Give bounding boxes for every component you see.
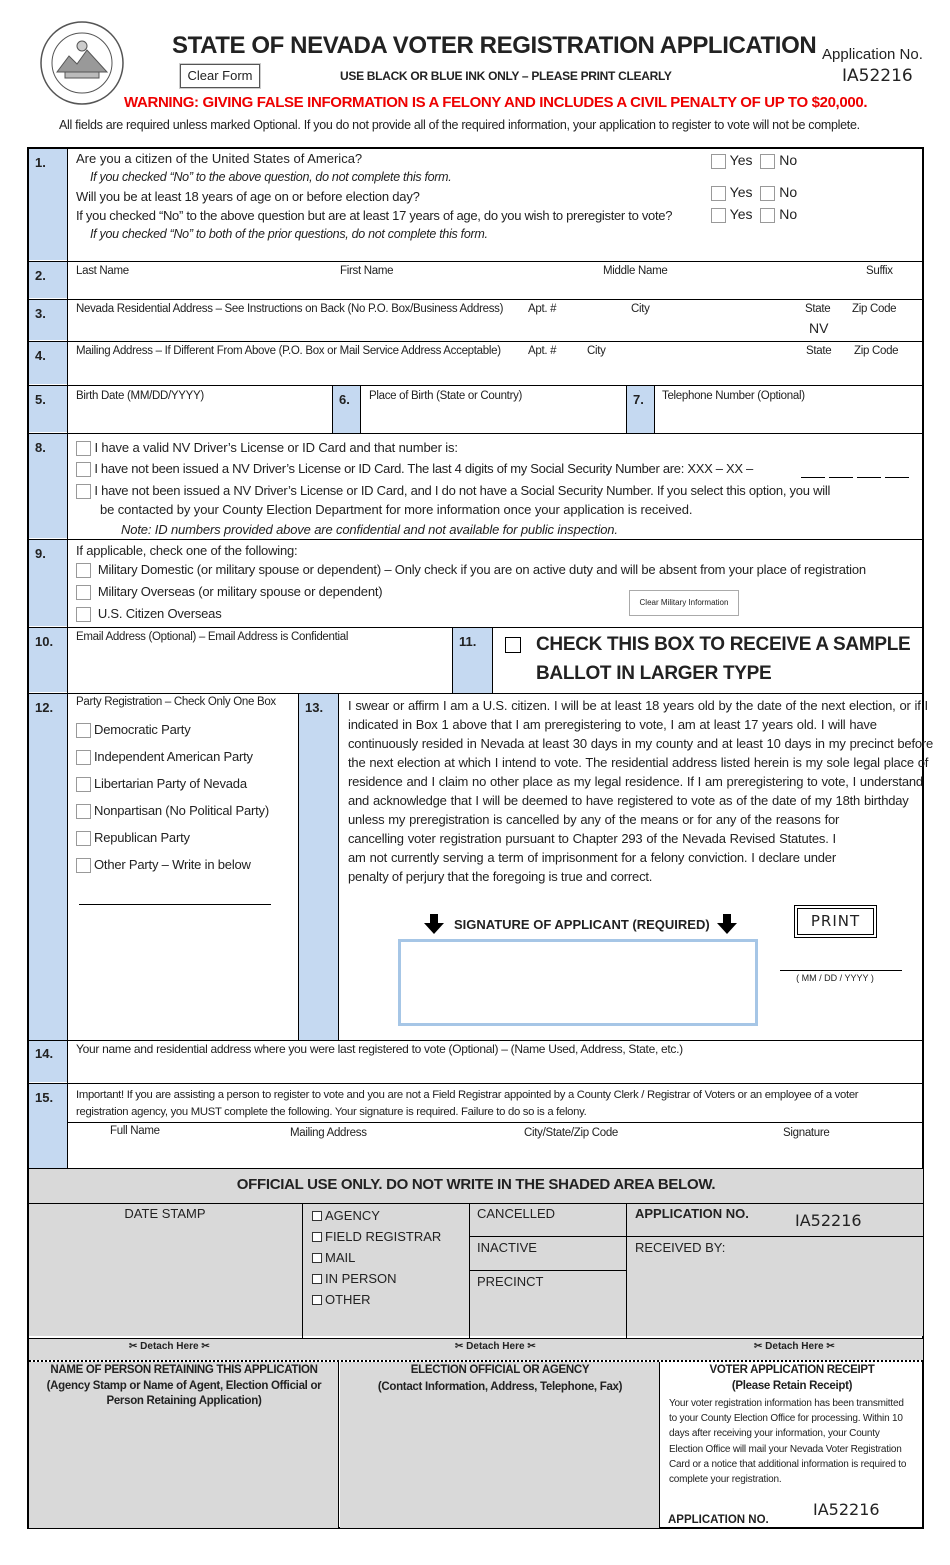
clear-form-button[interactable]: Clear Form (180, 64, 260, 88)
receipt-app-no-value: IA52216 (813, 1500, 880, 1519)
retaining-sub-1: (Agency Stamp or Name of Agent, Election Official or (46, 1380, 322, 1392)
party-option (76, 776, 247, 792)
assistant-mailing-label: Mailing Address (290, 1127, 367, 1139)
date-stamp-label: DATE STAMP (124, 1206, 206, 1221)
section-2-number: 2. (29, 262, 67, 298)
party-checkbox[interactable] (76, 858, 91, 873)
both-no-note: If you checked “No” to both of the prior questions, do not complete this form. (90, 227, 488, 241)
receipt-line: Card or a notice that additional information is required to (669, 1458, 907, 1470)
party-checkbox[interactable] (76, 804, 91, 819)
suffix-label: Suffix (866, 265, 893, 277)
mailing-address-label: Mailing Address – If Different From Above (P.O. Box or Mail Service Address Acceptable) (76, 345, 501, 357)
section-12-number: 12. (29, 694, 67, 1040)
section-5-number: 5. (29, 386, 67, 432)
source-label: MAIL (325, 1250, 356, 1265)
source-option (312, 1208, 380, 1223)
party-label: Independent American Party (94, 749, 253, 764)
assistant-csz-label: City/State/Zip Code (524, 1127, 619, 1139)
preregister-yes-no (711, 206, 797, 223)
large-type-line2: BALLOT IN LARGER TYPE (536, 663, 772, 684)
age-no-checkbox[interactable] (760, 186, 775, 201)
section-9-number: 9. (29, 540, 67, 626)
military-option-3 (76, 606, 222, 622)
oath-line: and acknowledge that I will be deemed to have registered to vote as of the date of my 18th birthday (348, 793, 909, 808)
military-option-2 (76, 584, 382, 600)
age-question: Will you be at least 18 years of age on or before election day? (76, 189, 420, 204)
id-option-2 (76, 461, 753, 477)
mailing-zip-label: Zip Code (854, 345, 899, 357)
detach-label: Detach Here (765, 1341, 824, 1352)
party-label: Party Registration – Check Only One Box (76, 696, 276, 708)
cancelled-label: CANCELLED (477, 1206, 556, 1221)
military-domestic-checkbox[interactable] (76, 563, 91, 578)
oath-line: penalty of perjury that the foregoing is true and correct. (348, 869, 653, 884)
age-yes-checkbox[interactable] (711, 186, 726, 201)
election-official-sub: (Contact Information, Address, Telephone, Fax) (377, 1381, 623, 1393)
mailing-apt-label: Apt. # (528, 345, 557, 357)
section-15-number: 15. (29, 1084, 67, 1168)
party-label: Libertarian Party of Nevada (94, 776, 247, 791)
military-intro: If applicable, check one of the following: (76, 543, 298, 558)
section-4-number: 4. (29, 342, 67, 384)
license-checkbox[interactable] (76, 441, 91, 456)
section-10-number: 10. (29, 628, 67, 692)
party-option (76, 749, 253, 765)
app-no-label: Application No. (822, 46, 923, 63)
apt-label: Apt. # (528, 303, 557, 315)
detach-label: Detach Here (140, 1341, 199, 1352)
middle-name-label: Middle Name (603, 265, 668, 277)
section-11-number: 11. (452, 628, 493, 693)
yes-label: Yes (729, 152, 753, 168)
ssn-checkbox[interactable] (76, 462, 91, 477)
official-app-no-value: IA52216 (795, 1211, 862, 1230)
oath-line: unless my preregistration is cancelled by any of the means or for any of the reasons for (348, 812, 840, 827)
scissors-icon: ✂ (129, 1341, 138, 1352)
official-app-no-label: APPLICATION NO. (635, 1206, 749, 1221)
oath-line: residence and I claim no other place as my legal residence. If I am preregistering to vote, I understand (348, 774, 923, 789)
source-label: FIELD REGISTRAR (325, 1229, 442, 1244)
receipt-line: to your County Election Office for processing. Within 10 (669, 1413, 903, 1425)
assistant-signature-label: Signature (783, 1127, 830, 1139)
inactive-label: INACTIVE (477, 1240, 537, 1255)
city-label: City (631, 303, 650, 315)
scissors-icon: ✂ (826, 1341, 835, 1352)
party-option (76, 830, 190, 846)
party-label: Republican Party (94, 830, 190, 845)
citizen-overseas-label: U.S. Citizen Overseas (97, 606, 222, 621)
section-6-number: 6. (332, 386, 361, 433)
oath-line: am not currently serving a term of imprisonment for a felony conviction. I declare under (348, 850, 836, 865)
last-name-label: Last Name (76, 265, 129, 277)
source-option (312, 1271, 397, 1286)
party-checkbox[interactable] (76, 723, 91, 738)
retaining-sub-2: Person Retaining Application) (106, 1395, 262, 1407)
party-option (76, 803, 269, 819)
source-option (312, 1229, 441, 1244)
election-official-title: ELECTION OFFICIAL OR AGENCY (410, 1364, 590, 1376)
signature-label: SIGNATURE OF APPLICANT (REQUIRED) (454, 917, 710, 932)
date-format-hint: ( MM / DD / YYYY ) (796, 973, 874, 983)
print-button[interactable]: PRINT (794, 905, 877, 938)
telephone-label: Telephone Number (Optional) (662, 390, 805, 402)
felony-warning: WARNING: GIVING FALSE INFORMATION IS A FELONY AND INCLUDES A CIVIL PENALTY OF UP TO $20,000. (124, 94, 868, 111)
oath-line: continuously resided in Nevada at least 30 days in my county and at least 10 days in my precinct before (348, 736, 934, 751)
no-ssn-contact-note: be contacted by your County Election Department for more information once your application is received. (100, 502, 693, 517)
military-domestic-label: Military Domestic (or military spouse or dependent) – Only check if you are on active duty and will be absent from your place of registration (97, 562, 866, 577)
oath-line: I swear or affirm I am a U.S. citizen. I will be at least 18 years old by the date of the next election, or if I (348, 698, 928, 713)
scissors-icon: ✂ (754, 1341, 763, 1352)
detach-here-3 (754, 1341, 835, 1352)
citizen-no-checkbox[interactable] (760, 154, 775, 169)
assistant-full-name-label: Full Name (110, 1125, 160, 1137)
party-option (76, 722, 191, 738)
section-3-number: 3. (29, 300, 67, 340)
source-checkbox[interactable] (312, 1232, 322, 1242)
no-ssn-label: I have not been issued a NV Driver’s License or ID Card, and I do not have a Social Security Number. If you select this option, you will (94, 483, 831, 498)
large-type-line1: CHECK THIS BOX TO RECEIVE A SAMPLE (536, 634, 911, 655)
signature-box[interactable] (398, 939, 758, 1026)
section-1-number: 1. (29, 149, 67, 260)
arrow-down-icon (717, 913, 739, 935)
preregister-question: If you checked “No” to the above question but are at least 17 years of age, do you wish to preregister to vote? (76, 208, 673, 223)
party-label: Democratic Party (94, 722, 191, 737)
preregister-yes-checkbox[interactable] (711, 208, 726, 223)
section-13-number: 13. (298, 694, 339, 1040)
ink-note: USE BLACK OR BLUE INK ONLY – PLEASE PRINT CLEARLY (340, 69, 672, 83)
military-overseas-checkbox[interactable] (76, 585, 91, 600)
yes-label: Yes (729, 184, 753, 200)
clear-military-button[interactable]: Clear Military Information (629, 590, 739, 616)
source-label: OTHER (325, 1292, 371, 1307)
party-label: Other Party – Write in below (94, 857, 251, 872)
detach-here-1 (129, 1341, 210, 1352)
citizen-note: If you checked “No” to the above question, do not complete this form. (90, 170, 452, 184)
party-checkbox[interactable] (76, 831, 91, 846)
section-8-number: 8. (29, 434, 67, 538)
source-option (312, 1292, 371, 1307)
no-label: No (779, 152, 798, 168)
party-checkbox[interactable] (76, 777, 91, 792)
precinct-label: PRECINCT (477, 1274, 544, 1289)
mailing-state-label: State (806, 345, 832, 357)
military-option-1 (76, 562, 866, 578)
state-label: State (805, 303, 831, 315)
app-no-value: IA52216 (842, 66, 913, 86)
confidential-note: Note: ID numbers provided above are confidential and not available for public inspection. (121, 522, 618, 537)
birth-date-label: Birth Date (MM/DD/YYYY) (76, 390, 204, 402)
oath-text (348, 696, 934, 886)
license-label: I have a valid NV Driver’s License or ID Card and that number is: (94, 440, 458, 455)
previous-registration-label: Your name and residential address where you were last registered to vote (Optional) – (Name Used, Address, State, etc.) (76, 1042, 683, 1056)
other-party-write-in-line[interactable] (79, 904, 271, 905)
party-label: Nonpartisan (No Political Party) (94, 803, 269, 818)
receipt-line: days after receiving your information, your County (669, 1428, 880, 1440)
arrow-down-icon (424, 913, 446, 935)
age-yes-no (711, 184, 797, 201)
large-type-checkbox[interactable] (505, 637, 521, 653)
oath-line: cancelling voter registration pursuant to Chapter 293 of the Nevada Revised Statutes. I (348, 831, 836, 846)
state-seal-icon (39, 20, 125, 106)
oath-line: indicated in Box 1 above that I am preregistering to vote, I am at least 17 years old. I will have (348, 717, 877, 732)
residential-address-label: Nevada Residential Address – See Instructions on Back (No P.O. Box/Business Address) (76, 303, 504, 315)
id-option-3 (76, 483, 830, 499)
received-by-label: RECEIVED BY: (635, 1240, 726, 1255)
citizen-yes-no (711, 152, 797, 169)
citizen-question: Are you a citizen of the United States of America? (76, 151, 363, 166)
source-checkbox[interactable] (312, 1253, 322, 1263)
section-14-number: 14. (29, 1040, 67, 1082)
oath-line: the next election at which I intend to vote. The residential address listed herein is my sole legal place of (348, 755, 929, 770)
receipt-line: Your voter registration information has been transmitted (669, 1398, 904, 1409)
official-use-area (29, 1169, 923, 1336)
no-label: No (779, 206, 798, 222)
military-overseas-label: Military Overseas (or military spouse or dependent) (97, 584, 383, 599)
no-ssn-checkbox[interactable] (76, 484, 91, 499)
party-checkbox[interactable] (76, 750, 91, 765)
party-option (76, 857, 251, 873)
source-option (312, 1250, 355, 1265)
form-title: STATE OF NEVADA VOTER REGISTRATION APPLICATION (172, 32, 817, 59)
ssn-label: I have not been issued a NV Driver’s License or ID Card. The last 4 digits of my Social Security Number are: XXX – XX – (94, 461, 753, 476)
citizen-yes-checkbox[interactable] (711, 154, 726, 169)
detach-here-2 (455, 1341, 536, 1352)
first-name-label: First Name (340, 265, 394, 277)
section-7-number: 7. (626, 386, 655, 433)
citizen-overseas-checkbox[interactable] (76, 607, 91, 622)
assistant-notice-line2: registration agency, you MUST complete the following. Your signature is required. Failure to do so is a felony. (76, 1106, 587, 1118)
official-use-heading: OFFICIAL USE ONLY. DO NOT WRITE IN THE SHADED AREA BELOW. (236, 1176, 716, 1193)
preregister-no-checkbox[interactable] (760, 208, 775, 223)
state-value[interactable]: NV (809, 320, 829, 336)
receipt-line: complete your registration. (669, 1474, 782, 1486)
required-note: All fields are required unless marked Optional. If you do not provide all of the required information, your application to register to vote will not be complete. (59, 118, 860, 132)
receipt-body (669, 1396, 917, 1487)
scissors-icon: ✂ (527, 1341, 536, 1352)
birth-place-label: Place of Birth (State or Country) (369, 390, 523, 402)
email-label: Email Address (Optional) – Email Address is Confidential (76, 631, 349, 643)
no-label: No (779, 184, 798, 200)
receipt-sub: (Please Retain Receipt) (731, 1380, 853, 1392)
date-line[interactable] (780, 970, 902, 971)
assistant-notice-line1: Important! If you are assisting a person to register to vote and you are not a Field Registrar appointed by a County Clerk / Registrar of Voters or an employee of a voter (76, 1089, 859, 1101)
detach-label: Detach Here (466, 1341, 525, 1352)
receipt-app-no-label: APPLICATION NO. (668, 1514, 769, 1526)
scissors-icon: ✂ (201, 1341, 210, 1352)
id-option-1 (76, 440, 458, 456)
mailing-city-label: City (587, 345, 606, 357)
source-label: IN PERSON (325, 1271, 397, 1286)
scissors-icon: ✂ (455, 1341, 464, 1352)
source-checkbox[interactable] (312, 1274, 322, 1284)
source-checkbox[interactable] (312, 1295, 322, 1305)
zip-label: Zip Code (852, 303, 897, 315)
name-input-row[interactable] (70, 280, 920, 298)
retaining-title: NAME OF PERSON RETAINING THIS APPLICATION (50, 1364, 318, 1376)
source-checkbox[interactable] (312, 1211, 322, 1221)
source-label: AGENCY (325, 1208, 380, 1223)
receipt-title: VOTER APPLICATION RECEIPT (709, 1364, 875, 1376)
yes-label: Yes (729, 206, 753, 222)
receipt-line: Election Office will mail your Nevada Voter Registration (669, 1443, 902, 1455)
